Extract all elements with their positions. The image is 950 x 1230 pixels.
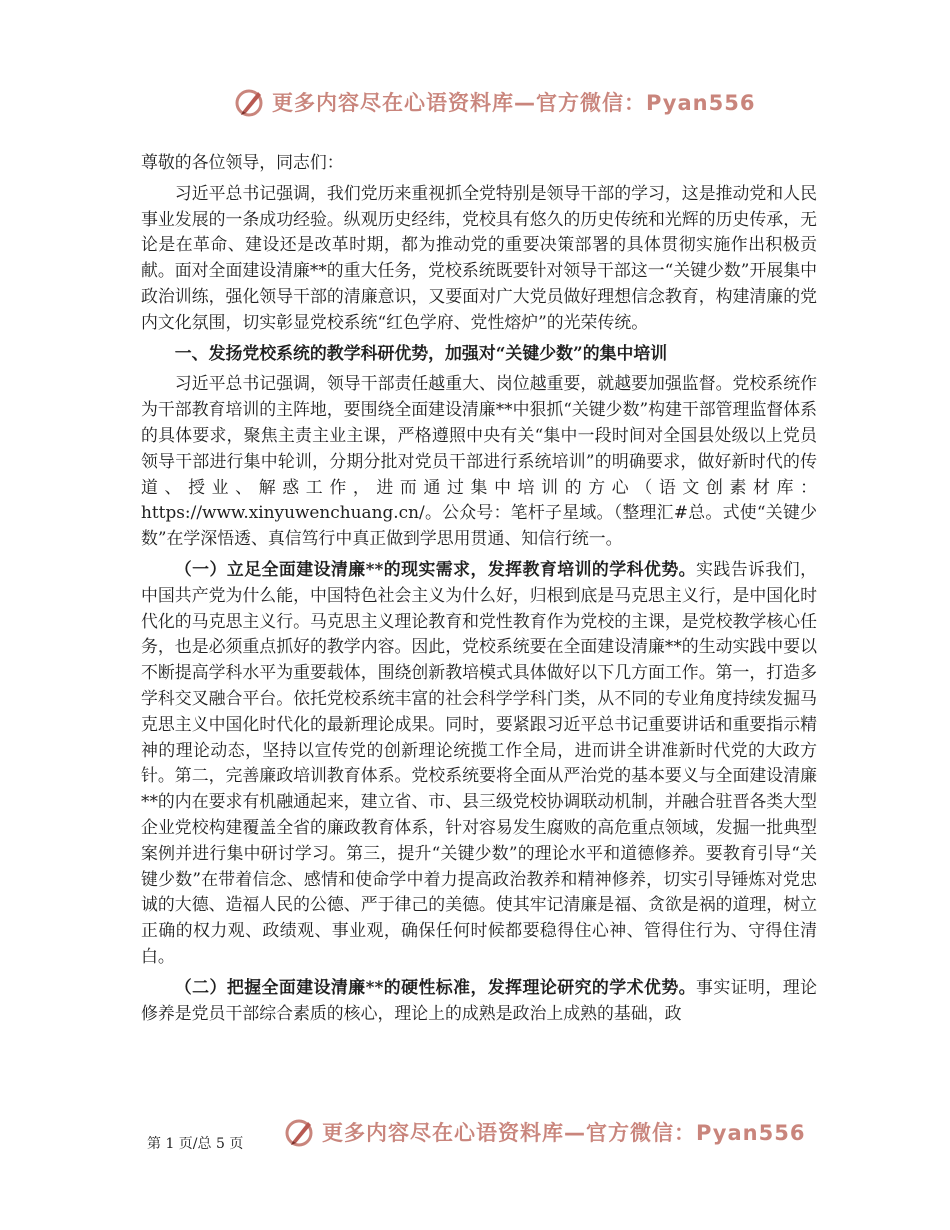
watermark-header — [234, 86, 755, 118]
intro-paragraph: 习近平总书记强调，我们党历来重视抓全党特别是领导干部的学习，这是推动党和人民事业发展的一条成功经验。纵观历史经纬，党校具有悠久的历史传统和光辉的历史传承，无论是在革命、建设还是改革时期，都为推动党的重要决策部署的具体贯彻实施作出积极贡献。面对全面建设清廉**的重大任务，党校系统既要针对领导干部这一“关键少数”开展集中政治训练，强化领导干部的清廉意识，又要面对广大党员做好理想信念教育，构建清廉的党内文化氛围，切实彰显党校系统“红色学府、党性熔炉”的光荣传统。 — [141, 182, 818, 332]
watermark-text: 更多内容尽在心语资料库—官方微信：Pyan556 — [272, 91, 756, 115]
salutation: 尊敬的各位领导，同志们： — [141, 152, 344, 172]
page-number: 第 1 页/总 5 页 — [147, 1136, 244, 1152]
subsection-2-paragraph — [141, 975, 817, 1027]
subsection-1-paragraph — [141, 557, 817, 970]
subsection-2-body: 事实证明，理论修养是党员干部综合素质的核心，理论上的成熟是政治上成熟的基础，政 — [141, 976, 817, 1023]
subsection-1-lead: （一）立足全面建设清廉**的现实需求，发挥教育培训的学科优势。 — [174, 558, 697, 579]
watermark-footer — [284, 1116, 805, 1148]
document-body — [141, 150, 817, 1031]
pen-logo-icon — [284, 1116, 316, 1148]
subsection-1-body: 实践告诉我们，中国共产党为什么能，中国特色社会主义为什么好，归根到底是马克思主义行，是中国化时代化的马克思主义行。马克思主义理论教育和党性教育作为党校的主课，是党校教学核心任务，也是必须重点抓好的教学内容。因此，党校系统要在全面建设清廉**的生动实践中要以不断提高学科水平为重要载体，围绕创新教培模式具体做好以下几方面工作。第一，打造多学科交叉融合平台。依托党校系统丰富的社会科学学科门类，从不同的专业角度持续发掘马克思主义中国化时代化的最新理论成果。同时，要紧跟习近平总书记重要讲话和重要指示精神的理论动态，坚持以宣传党的创新理论统揽工作全局，进而讲全讲准新时代党的大政方针。第二，完善廉政培训教育体系。党校系统要将全面从严治党的基本要义与全面建设清廉**的内在要求有机融通起来，建立省、市、县三级党校协调联动机制，并融合驻晋各类大型企业党校构建覆盖全省的廉政教育体系，针对容易发生腐败的高危重点领域，发掘一批典型案例并进行集中研讨学习。第三，提升“关键少数”的理论水平和道德修养。要教育引导“关键少数”在带着信念、感情和使命学中着力提高政治教养和精神修养，切实引导锤炼对党忠诚的大德、造福人民的公德、严于律己的美德。使其牢记清廉是福、贪欲是祸的道理，树立正确的权力观、政绩观、事业观，确保任何时候都要稳得住心神、管得住行为、守得住清白。 — [141, 558, 817, 966]
section-heading-1: 一、发扬党校系统的教学科研优势，加强对“关键少数”的集中培训 — [174, 342, 668, 363]
subsection-2-lead: （二）把握全面建设清廉**的硬性标准，发挥理论研究的学术优势。 — [174, 976, 697, 997]
pen-logo-icon — [234, 86, 266, 118]
watermark-text: 更多内容尽在心语资料库—官方微信：Pyan556 — [322, 1121, 806, 1145]
section-1-paragraph: 习近平总书记强调，领导干部责任越重大、岗位越重要，就越要加强监督。党校系统作为干部教育培训的主阵地，要围绕全面建设清廉**中狠抓“关键少数”构建干部管理监督体系的具体要求，聚焦主责主业主课，严格遵照中央有关“集中一段时间对全国县处级以上党员领导干部进行集中轮训，分期分批对党员干部进行系统培训”的明确要求，做好新时代的传道、授业、解惑工作，进而通过集中培训的方心（语文创素材库：https://www.xinyuwenchuang.cn/。公众号：笔杆子星域。（整理汇#总。式使“关键少数”在学深悟透、真信笃行中真正做到学思用贯通、知信行统一。 — [141, 373, 818, 549]
